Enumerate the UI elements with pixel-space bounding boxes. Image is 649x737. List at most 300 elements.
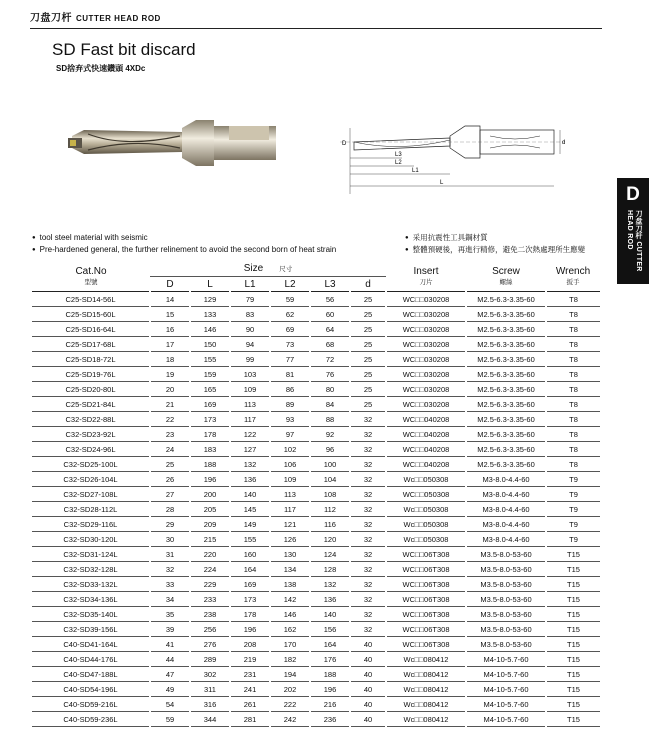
cell-cat-no: C25-SD19-76L bbox=[32, 367, 150, 382]
cell-L: 209 bbox=[190, 517, 230, 532]
cell-D: 22 bbox=[150, 412, 190, 427]
cell-screw: M2.5-6.3-3.35-60 bbox=[466, 412, 546, 427]
cell-L2: 117 bbox=[270, 502, 310, 517]
cell-L1: 79 bbox=[230, 292, 270, 307]
table-row bbox=[32, 622, 600, 637]
table-row bbox=[32, 682, 600, 697]
cell-L3: 76 bbox=[310, 367, 350, 382]
table-row bbox=[32, 697, 600, 712]
cell-L: 133 bbox=[190, 307, 230, 322]
cell-wrench: T8 bbox=[546, 367, 600, 382]
cell-insert: WC□□030208 bbox=[386, 367, 466, 382]
section-header bbox=[30, 9, 161, 24]
cell-D: 20 bbox=[150, 382, 190, 397]
cell-screw: M3.5-8.0-53-60 bbox=[466, 637, 546, 652]
cell-L2: 142 bbox=[270, 592, 310, 607]
cell-d: 32 bbox=[350, 502, 386, 517]
cell-L2: 62 bbox=[270, 307, 310, 322]
cell-wrench: T8 bbox=[546, 457, 600, 472]
spec-table bbox=[32, 260, 600, 727]
cell-L1: 113 bbox=[230, 397, 270, 412]
cell-d: 32 bbox=[350, 487, 386, 502]
features-en bbox=[32, 232, 336, 256]
cell-D: 29 bbox=[150, 517, 190, 532]
cell-insert: WC□□040208 bbox=[386, 457, 466, 472]
cell-insert: WC□□030208 bbox=[386, 292, 466, 307]
cell-insert: Wc□□080412 bbox=[386, 652, 466, 667]
cell-D: 25 bbox=[150, 457, 190, 472]
cell-cat-no: C40-SD59-216L bbox=[32, 697, 150, 712]
cell-L: 188 bbox=[190, 457, 230, 472]
cell-L1: 178 bbox=[230, 607, 270, 622]
cell-d: 25 bbox=[350, 307, 386, 322]
cell-insert: WC□□040208 bbox=[386, 442, 466, 457]
table-row bbox=[32, 322, 600, 337]
table-row bbox=[32, 517, 600, 532]
cell-wrench: T9 bbox=[546, 532, 600, 547]
col-wrench-label: Wrench bbox=[555, 265, 591, 277]
cell-screw: M3-8.0-4.4-60 bbox=[466, 517, 546, 532]
table-row bbox=[32, 637, 600, 652]
dim-L3: L3 bbox=[395, 152, 402, 158]
table-row bbox=[32, 427, 600, 442]
cell-D: 33 bbox=[150, 577, 190, 592]
cell-L3: 92 bbox=[310, 427, 350, 442]
side-tab-text bbox=[626, 210, 643, 284]
cell-L3: 108 bbox=[310, 487, 350, 502]
cell-d: 25 bbox=[350, 292, 386, 307]
cell-L: 276 bbox=[190, 637, 230, 652]
cell-L: 220 bbox=[190, 547, 230, 562]
cell-screw: M2.5-6.3-3.35-60 bbox=[466, 292, 546, 307]
cell-L3: 136 bbox=[310, 592, 350, 607]
cell-cat-no: C32-SD27-108L bbox=[32, 487, 150, 502]
cell-insert: WC□□06T308 bbox=[386, 607, 466, 622]
cell-L3: 100 bbox=[310, 457, 350, 472]
cell-L2: 170 bbox=[270, 637, 310, 652]
cell-D: 34 bbox=[150, 592, 190, 607]
cell-screw: M3.5-8.0-53-60 bbox=[466, 562, 546, 577]
cell-cat-no: C25-SD15-60L bbox=[32, 307, 150, 322]
cell-L3: 156 bbox=[310, 622, 350, 637]
cell-wrench: T15 bbox=[546, 667, 600, 682]
cell-L2: 222 bbox=[270, 697, 310, 712]
cell-L1: 122 bbox=[230, 427, 270, 442]
cell-L: 256 bbox=[190, 622, 230, 637]
cell-screw: M3.5-8.0-53-60 bbox=[466, 547, 546, 562]
cell-cat-no: C40-SD47-188L bbox=[32, 667, 150, 682]
cell-cat-no: C32-SD39-156L bbox=[32, 622, 150, 637]
cell-insert: WC□□06T308 bbox=[386, 547, 466, 562]
col-size-label: Size bbox=[243, 262, 264, 274]
side-tab-text-en: CUTTER HEAD ROD bbox=[626, 210, 642, 272]
cell-wrench: T15 bbox=[546, 652, 600, 667]
table-row bbox=[32, 382, 600, 397]
cell-d: 32 bbox=[350, 622, 386, 637]
table-row bbox=[32, 562, 600, 577]
cell-L3: 124 bbox=[310, 547, 350, 562]
cell-L1: 160 bbox=[230, 547, 270, 562]
cell-L: 129 bbox=[190, 292, 230, 307]
cell-L2: 102 bbox=[270, 442, 310, 457]
cell-D: 47 bbox=[150, 667, 190, 682]
cell-insert: WC□□040208 bbox=[386, 427, 466, 442]
cell-L1: 219 bbox=[230, 652, 270, 667]
tool-photo bbox=[64, 118, 284, 168]
cell-d: 32 bbox=[350, 562, 386, 577]
cell-screw: M2.5-6.3-3.35-60 bbox=[466, 337, 546, 352]
cell-L3: 56 bbox=[310, 292, 350, 307]
cell-L: 344 bbox=[190, 712, 230, 727]
cell-d: 32 bbox=[350, 412, 386, 427]
cell-D: 59 bbox=[150, 712, 190, 727]
cell-L2: 81 bbox=[270, 367, 310, 382]
cell-insert: Wc□□080412 bbox=[386, 697, 466, 712]
col-L1: L1 bbox=[230, 277, 270, 292]
cell-d: 40 bbox=[350, 697, 386, 712]
cell-L: 159 bbox=[190, 367, 230, 382]
cell-L1: 136 bbox=[230, 472, 270, 487]
cell-wrench: T8 bbox=[546, 292, 600, 307]
cell-L3: 88 bbox=[310, 412, 350, 427]
table-row bbox=[32, 607, 600, 622]
cell-L2: 106 bbox=[270, 457, 310, 472]
cell-insert: WC□□06T308 bbox=[386, 622, 466, 637]
features-cn bbox=[405, 232, 585, 256]
cell-L1: 208 bbox=[230, 637, 270, 652]
dim-D: D bbox=[342, 141, 347, 147]
col-D: D bbox=[150, 277, 190, 292]
col-catno-cn: 型號 bbox=[84, 278, 98, 286]
cell-cat-no: C32-SD34-136L bbox=[32, 592, 150, 607]
cell-L1: 140 bbox=[230, 487, 270, 502]
cell-wrench: T15 bbox=[546, 607, 600, 622]
cell-L3: 196 bbox=[310, 682, 350, 697]
table-row bbox=[32, 412, 600, 427]
col-insert-cn: 刀片 bbox=[419, 278, 433, 286]
cell-d: 32 bbox=[350, 427, 386, 442]
cell-L2: 86 bbox=[270, 382, 310, 397]
cell-L1: 281 bbox=[230, 712, 270, 727]
cell-screw: M2.5-6.3-3.35-60 bbox=[466, 457, 546, 472]
col-insert-label: Insert bbox=[413, 265, 439, 277]
cell-screw: M2.5-6.3-3.35-60 bbox=[466, 427, 546, 442]
dim-L1: L1 bbox=[412, 168, 419, 174]
cell-screw: M4-10-5.7-60 bbox=[466, 712, 546, 727]
cell-screw: M4-10-5.7-60 bbox=[466, 652, 546, 667]
cell-L2: 134 bbox=[270, 562, 310, 577]
cell-L2: 77 bbox=[270, 352, 310, 367]
table-row bbox=[32, 472, 600, 487]
cell-L: 173 bbox=[190, 412, 230, 427]
cell-cat-no: C32-SD31-124L bbox=[32, 547, 150, 562]
cell-cat-no: C32-SD29-116L bbox=[32, 517, 150, 532]
col-L3: L3 bbox=[310, 277, 350, 292]
cell-L3: 120 bbox=[310, 532, 350, 547]
col-wrench bbox=[546, 260, 600, 292]
cell-L2: 182 bbox=[270, 652, 310, 667]
cell-D: 24 bbox=[150, 442, 190, 457]
cell-wrench: T8 bbox=[546, 352, 600, 367]
cell-wrench: T8 bbox=[546, 307, 600, 322]
cell-D: 23 bbox=[150, 427, 190, 442]
cell-cat-no: C32-SD30-120L bbox=[32, 532, 150, 547]
cell-insert: Wc□□050308 bbox=[386, 532, 466, 547]
cell-L2: 97 bbox=[270, 427, 310, 442]
section-header-en: CUTTER HEAD ROD bbox=[76, 14, 161, 23]
cell-d: 32 bbox=[350, 547, 386, 562]
cell-L2: 113 bbox=[270, 487, 310, 502]
cell-D: 41 bbox=[150, 637, 190, 652]
section-side-tab bbox=[617, 178, 649, 284]
cell-D: 54 bbox=[150, 697, 190, 712]
cell-L: 205 bbox=[190, 502, 230, 517]
cell-screw: M2.5-6.3-3.35-60 bbox=[466, 397, 546, 412]
cell-L: 215 bbox=[190, 532, 230, 547]
table-row bbox=[32, 487, 600, 502]
col-screw bbox=[466, 260, 546, 292]
cell-insert: WC□□030208 bbox=[386, 397, 466, 412]
cell-L1: 83 bbox=[230, 307, 270, 322]
cell-insert: WC□□030208 bbox=[386, 322, 466, 337]
cell-L3: 164 bbox=[310, 637, 350, 652]
cell-L: 238 bbox=[190, 607, 230, 622]
cell-wrench: T15 bbox=[546, 562, 600, 577]
table-row bbox=[32, 442, 600, 457]
cell-insert: WC□□050308 bbox=[386, 487, 466, 502]
cell-d: 32 bbox=[350, 577, 386, 592]
cell-L2: 146 bbox=[270, 607, 310, 622]
side-tab-letter: D bbox=[626, 184, 640, 205]
cell-L: 183 bbox=[190, 442, 230, 457]
cell-cat-no: C32-SD33-132L bbox=[32, 577, 150, 592]
cell-d: 32 bbox=[350, 472, 386, 487]
cell-L: 178 bbox=[190, 427, 230, 442]
header-rule bbox=[30, 28, 602, 29]
cell-d: 32 bbox=[350, 517, 386, 532]
cell-L2: 89 bbox=[270, 397, 310, 412]
dim-L: L bbox=[440, 180, 444, 186]
cell-insert: Wc□□080412 bbox=[386, 682, 466, 697]
cell-cat-no: C32-SD23-92L bbox=[32, 427, 150, 442]
cell-L1: 103 bbox=[230, 367, 270, 382]
cell-D: 31 bbox=[150, 547, 190, 562]
cell-insert: WC□□06T308 bbox=[386, 577, 466, 592]
col-L2: L2 bbox=[270, 277, 310, 292]
table-row bbox=[32, 547, 600, 562]
cell-screw: M2.5-6.3-3.35-60 bbox=[466, 367, 546, 382]
cell-L3: 236 bbox=[310, 712, 350, 727]
cell-D: 30 bbox=[150, 532, 190, 547]
cell-L3: 112 bbox=[310, 502, 350, 517]
cell-insert: WC□□040208 bbox=[386, 412, 466, 427]
table-row bbox=[32, 652, 600, 667]
cell-L1: 94 bbox=[230, 337, 270, 352]
cell-L1: 90 bbox=[230, 322, 270, 337]
cell-wrench: T8 bbox=[546, 337, 600, 352]
cell-screw: M3.5-8.0-53-60 bbox=[466, 607, 546, 622]
cell-wrench: T8 bbox=[546, 397, 600, 412]
cell-L3: 104 bbox=[310, 472, 350, 487]
cell-L: 233 bbox=[190, 592, 230, 607]
cell-L2: 69 bbox=[270, 322, 310, 337]
cell-D: 49 bbox=[150, 682, 190, 697]
cell-L2: 162 bbox=[270, 622, 310, 637]
cell-L1: 155 bbox=[230, 532, 270, 547]
cell-d: 40 bbox=[350, 637, 386, 652]
cell-cat-no: C32-SD35-140L bbox=[32, 607, 150, 622]
cell-insert: WC□□06T308 bbox=[386, 592, 466, 607]
cell-insert: Wc□□050308 bbox=[386, 517, 466, 532]
cell-wrench: T15 bbox=[546, 697, 600, 712]
table-row bbox=[32, 337, 600, 352]
col-screw-label: Screw bbox=[492, 265, 520, 277]
feature-cn-1: ● 采用抗震性工具鋼材質 bbox=[405, 232, 585, 244]
col-catno bbox=[32, 260, 150, 292]
cell-L: 302 bbox=[190, 667, 230, 682]
cell-d: 25 bbox=[350, 397, 386, 412]
cell-screw: M4-10-5.7-60 bbox=[466, 667, 546, 682]
cell-L: 155 bbox=[190, 352, 230, 367]
cell-cat-no: C40-SD41-164L bbox=[32, 637, 150, 652]
cell-L2: 202 bbox=[270, 682, 310, 697]
cell-D: 35 bbox=[150, 607, 190, 622]
cell-wrench: T15 bbox=[546, 622, 600, 637]
cell-screw: M3-8.0-4.4-60 bbox=[466, 487, 546, 502]
cell-insert: Wc□□080412 bbox=[386, 667, 466, 682]
cell-L: 196 bbox=[190, 472, 230, 487]
cell-D: 17 bbox=[150, 337, 190, 352]
cell-d: 40 bbox=[350, 667, 386, 682]
cell-cat-no: C25-SD14-56L bbox=[32, 292, 150, 307]
cell-cat-no: C25-SD20-80L bbox=[32, 382, 150, 397]
feature-cn-2: ● 整體預硬後，再進行精修，避免二次熱處理所生應變 bbox=[405, 244, 585, 256]
cell-screw: M3.5-8.0-53-60 bbox=[466, 577, 546, 592]
dim-d: d bbox=[562, 140, 566, 146]
dim-L2: L2 bbox=[395, 160, 402, 166]
cell-L: 169 bbox=[190, 397, 230, 412]
cell-cat-no: C25-SD17-68L bbox=[32, 337, 150, 352]
table-row bbox=[32, 457, 600, 472]
cell-wrench: T8 bbox=[546, 322, 600, 337]
cell-cat-no: C32-SD32-128L bbox=[32, 562, 150, 577]
cell-d: 40 bbox=[350, 652, 386, 667]
cell-wrench: T9 bbox=[546, 487, 600, 502]
feature-en-2: ● Pre-hardened general, the further relinement to avoid the second born of heat strain bbox=[32, 244, 336, 256]
cell-L1: 173 bbox=[230, 592, 270, 607]
table-row bbox=[32, 292, 600, 307]
cell-L: 316 bbox=[190, 697, 230, 712]
cell-wrench: T9 bbox=[546, 502, 600, 517]
technical-drawing bbox=[340, 122, 570, 197]
cell-L2: 126 bbox=[270, 532, 310, 547]
cell-d: 32 bbox=[350, 442, 386, 457]
cell-L2: 109 bbox=[270, 472, 310, 487]
cell-wrench: T15 bbox=[546, 712, 600, 727]
cell-cat-no: C40-SD59-236L bbox=[32, 712, 150, 727]
cell-L3: 64 bbox=[310, 322, 350, 337]
cell-wrench: T15 bbox=[546, 682, 600, 697]
cell-L2: 93 bbox=[270, 412, 310, 427]
cell-L3: 60 bbox=[310, 307, 350, 322]
cell-cat-no: C40-SD54-196L bbox=[32, 682, 150, 697]
cell-screw: M3.5-8.0-53-60 bbox=[466, 622, 546, 637]
cell-wrench: T9 bbox=[546, 472, 600, 487]
page-subtitle: SD捨弃式快速鑽頭 4XDc bbox=[56, 64, 146, 73]
cell-D: 39 bbox=[150, 622, 190, 637]
cell-L2: 242 bbox=[270, 712, 310, 727]
cell-D: 18 bbox=[150, 352, 190, 367]
cell-L: 165 bbox=[190, 382, 230, 397]
cell-L1: 117 bbox=[230, 412, 270, 427]
cell-screw: M2.5-6.3-3.35-60 bbox=[466, 382, 546, 397]
cell-insert: WC□□030208 bbox=[386, 307, 466, 322]
cell-L1: 149 bbox=[230, 517, 270, 532]
cell-D: 15 bbox=[150, 307, 190, 322]
table-row bbox=[32, 367, 600, 382]
cell-L1: 196 bbox=[230, 622, 270, 637]
cell-wrench: T15 bbox=[546, 547, 600, 562]
cell-screw: M3-8.0-4.4-60 bbox=[466, 502, 546, 517]
col-screw-cn: 螺絲 bbox=[499, 278, 513, 286]
cell-D: 26 bbox=[150, 472, 190, 487]
cell-L3: 128 bbox=[310, 562, 350, 577]
cell-L2: 121 bbox=[270, 517, 310, 532]
cell-L: 311 bbox=[190, 682, 230, 697]
cell-wrench: T8 bbox=[546, 442, 600, 457]
cell-cat-no: C25-SD21-84L bbox=[32, 397, 150, 412]
cell-d: 40 bbox=[350, 712, 386, 727]
cell-d: 25 bbox=[350, 322, 386, 337]
cell-cat-no: C25-SD18-72L bbox=[32, 352, 150, 367]
cell-L3: 96 bbox=[310, 442, 350, 457]
cell-L2: 194 bbox=[270, 667, 310, 682]
cell-D: 14 bbox=[150, 292, 190, 307]
cell-d: 40 bbox=[350, 682, 386, 697]
cell-wrench: T15 bbox=[546, 577, 600, 592]
cell-cat-no: C32-SD22-88L bbox=[32, 412, 150, 427]
cell-D: 44 bbox=[150, 652, 190, 667]
cell-screw: M2.5-6.3-3.35-60 bbox=[466, 307, 546, 322]
cell-cat-no: C40-SD44-176L bbox=[32, 652, 150, 667]
cell-L1: 231 bbox=[230, 667, 270, 682]
cell-L1: 164 bbox=[230, 562, 270, 577]
cell-cat-no: C32-SD26-104L bbox=[32, 472, 150, 487]
cell-wrench: T8 bbox=[546, 412, 600, 427]
table-row bbox=[32, 667, 600, 682]
cell-L3: 68 bbox=[310, 337, 350, 352]
cell-D: 19 bbox=[150, 367, 190, 382]
cell-insert: WC□□030208 bbox=[386, 382, 466, 397]
cell-L1: 145 bbox=[230, 502, 270, 517]
cell-L2: 138 bbox=[270, 577, 310, 592]
cell-d: 32 bbox=[350, 592, 386, 607]
cell-L2: 59 bbox=[270, 292, 310, 307]
cell-L2: 130 bbox=[270, 547, 310, 562]
cell-screw: M4-10-5.7-60 bbox=[466, 682, 546, 697]
cell-screw: M3.5-8.0-53-60 bbox=[466, 592, 546, 607]
cell-d: 25 bbox=[350, 337, 386, 352]
col-size bbox=[150, 260, 386, 277]
cell-insert: WC□□030208 bbox=[386, 337, 466, 352]
cell-screw: M2.5-6.3-3.35-60 bbox=[466, 442, 546, 457]
table-row bbox=[32, 397, 600, 412]
col-catno-label: Cat.No bbox=[75, 265, 107, 277]
cell-L3: 176 bbox=[310, 652, 350, 667]
page-title: SD Fast bit discard bbox=[52, 40, 196, 59]
col-wrench-cn: 扳手 bbox=[566, 278, 580, 286]
table-row bbox=[32, 712, 600, 727]
